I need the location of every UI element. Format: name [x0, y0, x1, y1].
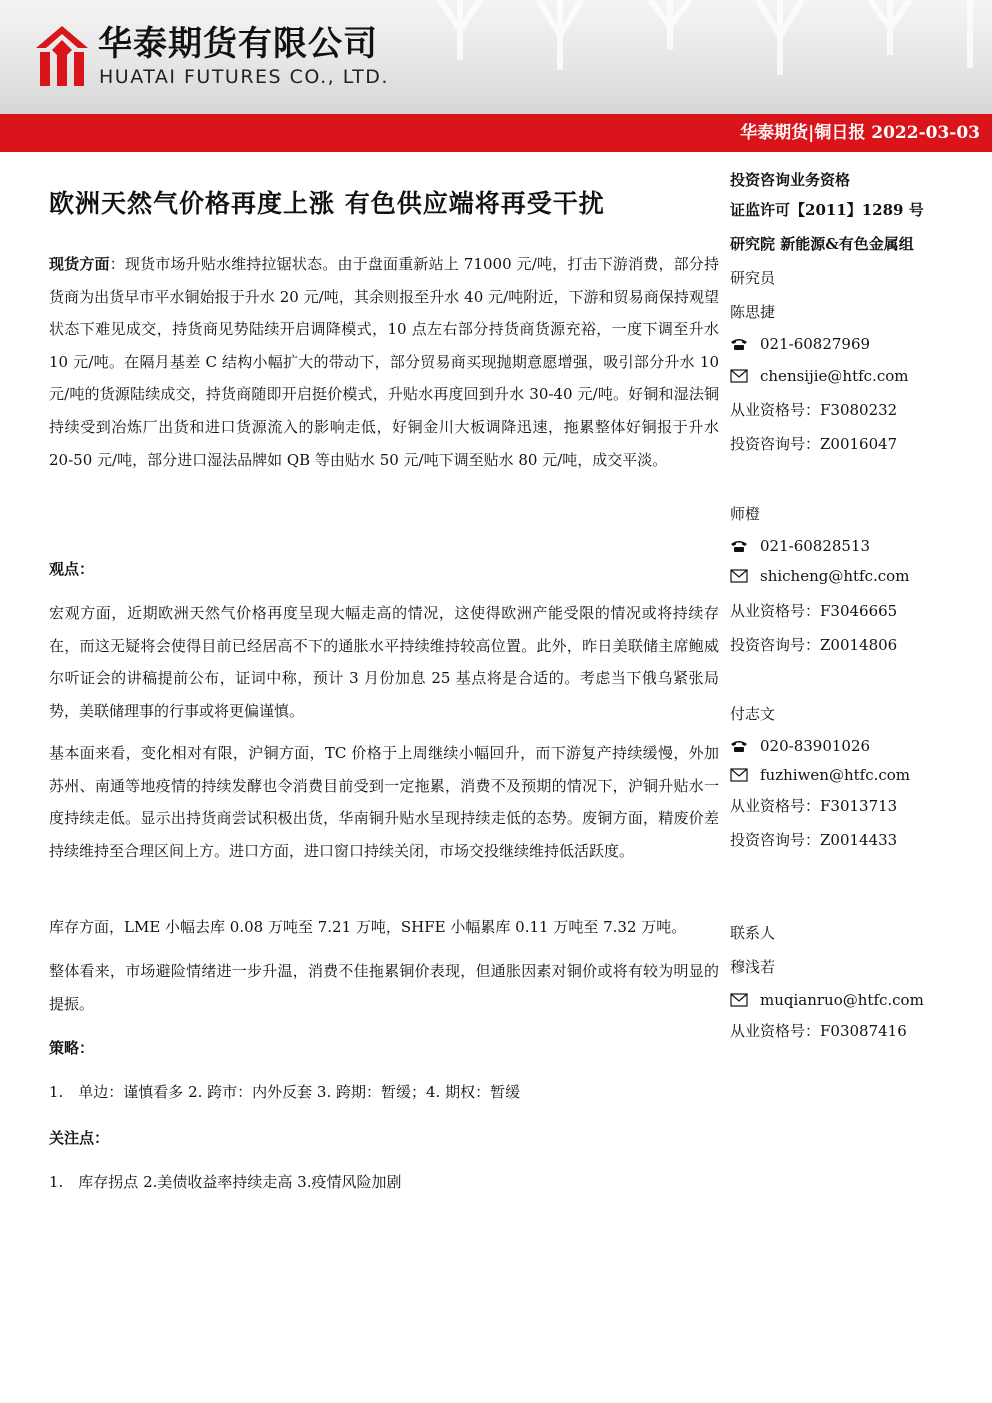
email-address[interactable]: muqianruo@htfc.com	[760, 991, 924, 1009]
header-decoration	[420, 0, 992, 114]
cert-number: 从业资格号：F3046665	[730, 602, 898, 620]
phone-number: 020-83901026	[760, 737, 871, 755]
cert-number: 从业资格号：F3013713	[730, 797, 898, 815]
researcher-phone	[730, 535, 980, 557]
phone-icon	[730, 539, 748, 553]
mail-icon	[730, 768, 748, 782]
spot-text: ：现货市场升贴水维持拉锯状态。由于盘面重新站上 71000 元/吨，打击下游消费，部分持货商为出货早市平水铜始报于升水 20 元/吨，其余则报至升水 40 元/吨附近，下游和贸易商保持观望状态下难见成交，持货商见势陆续开启调降模式，10 点左右部分持货商货源充裕，一度下调至升水 10 元/吨。在隔月基差 C 结构小幅扩大的带动下，部分贸易商买现抛期意愿增强，吸引部分升水 10 元/吨的货源陆续成交，持货商随即开启挺价模式，升贴水再度回到升水 30-40 元/吨。好铜和湿法铜持续受到冶炼厂出货和进口货源流入的影响走低，好铜金川大板调降迅速，拖累整体好铜报于升水 20-50 元/吨，部分进口湿法品牌如 QB 等由贴水 50 元/吨下调至贴水 80 元/吨，成交平淡。	[49, 255, 719, 469]
phone-icon	[730, 337, 748, 351]
cert-number: 从业资格号：F3080232	[730, 401, 898, 419]
strategy-text: 1. 单边：谨慎看多 2. 跨市：内外反套 3. 跨期：暂缓；4. 期权：暂缓	[49, 1083, 521, 1101]
mail-icon	[730, 993, 748, 1007]
qualification: 投资咨询业务资格	[730, 171, 851, 189]
phone-number: 021-60828513	[760, 537, 871, 555]
company-name-en: HUATAI FUTURES CO., LTD.	[99, 66, 389, 88]
researcher-email	[730, 764, 980, 786]
institute-group: 研究院 新能源&有色金属组	[730, 235, 914, 253]
focus-text: 1. 库存拐点 2.美债收益率持续走高 3.疫情风险加剧	[49, 1173, 402, 1191]
researcher-phone	[730, 333, 980, 355]
focus-heading: 关注点：	[49, 1129, 110, 1147]
consult-number: 投资咨询号：Z0014806	[730, 636, 898, 654]
researcher-name: 陈思捷	[730, 303, 776, 321]
researcher-name: 师橙	[730, 505, 761, 523]
researcher-name: 付志文	[730, 705, 776, 723]
view-heading: 观点：	[49, 560, 95, 578]
mail-icon	[730, 569, 748, 583]
page-header	[0, 0, 992, 114]
strategy-heading: 策略：	[49, 1039, 95, 1057]
spot-paragraph	[49, 248, 719, 476]
email-address[interactable]: chensijie@htfc.com	[760, 367, 909, 385]
email-address[interactable]: fuzhiwen@htfc.com	[760, 766, 911, 784]
fundamental-paragraph: 基本面来看，变化相对有限，沪铜方面，TC 价格于上周继续小幅回升，而下游复产持续缓慢，外加苏州、南通等地疫情的持续发酵也令消费目前受到一定拖累，消费不及预期的情况下，沪铜升贴水一度持续走低。显示出持货商尝试积极出货，华南铜升贴水呈现持续走低的态势。废铜方面，精废价差持续维持至合理区间上方。进口方面，进口窗口持续关闭，市场交投继续维持低活跃度。	[49, 744, 719, 860]
researcher-label: 研究员	[730, 269, 776, 287]
researcher-email	[730, 365, 980, 387]
researcher-email	[730, 565, 980, 587]
phone-number: 021-60827969	[760, 335, 871, 353]
inventory-paragraph: 库存方面，LME 小幅去库 0.08 万吨至 7.21 万吨，SHFE 小幅累库 0.11 万吨至 7.32 万吨。	[49, 918, 687, 936]
contact-label: 联系人	[730, 924, 776, 942]
email-address[interactable]: shicheng@htfc.com	[760, 567, 910, 585]
company-name-cn: 华泰期货有限公司	[98, 24, 378, 64]
contact-name: 穆浅若	[730, 958, 776, 976]
consult-number: 投资咨询号：Z0016047	[730, 435, 898, 453]
phone-icon	[730, 739, 748, 753]
report-title: 欧洲天然气价格再度上涨 有色供应端将再受干扰	[49, 189, 605, 218]
macro-paragraph: 宏观方面，近期欧洲天然气价格再度呈现大幅走高的情况，这使得欧洲产能受限的情况或将持续存在，而这无疑将会使得目前已经居高不下的通胀水平持续维持较高位置。此外，昨日美联储主席鲍威尔听证会的讲稿提前公布，证词中称，预计 3 月份加息 25 基点将是合适的。考虑当下俄乌紧张局势，美联储理事的行事或将更偏谨慎。	[49, 604, 719, 720]
huatai-logo-icon	[34, 24, 90, 88]
consult-number: 投资咨询号：Z0014433	[730, 831, 898, 849]
mail-icon	[730, 369, 748, 383]
license-number: 证监许可【2011】1289 号	[730, 201, 924, 219]
spot-label: 现货方面	[49, 255, 110, 273]
researcher-phone	[730, 735, 980, 757]
contact-email	[730, 989, 980, 1011]
overall-paragraph: 整体看来，市场避险情绪进一步升温，消费不佳拖累铜价表现，但通胀因素对铜价或将有较为明显的提振。	[49, 962, 719, 1013]
report-band-text: 华泰期货|铜日报 2022-03-03	[740, 123, 980, 143]
contact-cert: 从业资格号：F03087416	[730, 1022, 907, 1040]
report-band	[0, 114, 992, 152]
